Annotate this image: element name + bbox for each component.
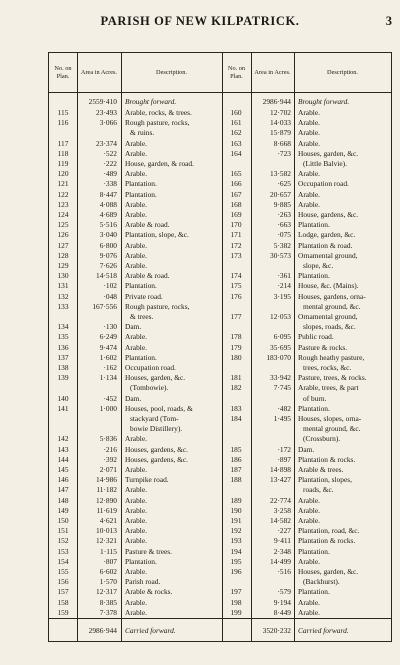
plan-number: 195	[230, 556, 242, 566]
area-acres: 5·836	[99, 434, 117, 444]
plan-number: 166	[230, 179, 242, 189]
plan-number: 149	[57, 505, 69, 515]
description: Plantation, slope, &c.	[125, 230, 189, 240]
area-acres: 1·134	[99, 373, 117, 383]
area-acres: 12·317	[96, 587, 117, 597]
area-acres: 20·657	[270, 189, 291, 199]
description: Arable.	[125, 169, 147, 179]
description: (Backhurst).	[303, 577, 340, 587]
plan-number: 129	[57, 261, 69, 270]
plan-number: 139	[57, 373, 69, 383]
area-acres: 3·040	[99, 230, 117, 240]
page-title: PARISH OF NEW KILPATRICK.	[100, 14, 300, 28]
plan-number: 189	[230, 495, 242, 505]
area-acres: 23·374	[96, 138, 117, 148]
brought-forward-area-right: 2986·944	[262, 97, 291, 106]
description: Houses, gardens, orna-	[298, 291, 366, 301]
plan-number: 115	[57, 108, 69, 117]
description: Arable.	[125, 210, 147, 219]
description: Plantation, road, &c.	[298, 526, 360, 536]
carried-forward-area-right: 3520·232	[262, 626, 291, 635]
area-acres: 11·182	[96, 485, 117, 495]
description: Arable.	[125, 516, 147, 525]
area-acres: 12·321	[96, 536, 117, 546]
description: Arable & rocks.	[125, 587, 173, 597]
description: Plantation.	[125, 352, 157, 362]
header-area-left: Area in Acres.	[80, 68, 118, 76]
area-acres: 183·070	[266, 352, 291, 362]
area-acres: 1·602	[99, 352, 117, 362]
description: Occupation road.	[125, 363, 176, 372]
area-acres: 4·088	[99, 199, 117, 209]
description: Plantation.	[298, 403, 330, 413]
description: Arable.	[125, 261, 147, 270]
plan-number: 141	[57, 403, 69, 413]
area-acres: 30·573	[270, 250, 291, 260]
plan-number: 150	[57, 516, 69, 525]
description: Pasture, trees, & rocks.	[298, 373, 367, 383]
area-acres: 11·619	[96, 505, 117, 515]
description: Rough heathy pasture,	[298, 352, 365, 362]
area-acres: 1·570	[99, 577, 117, 587]
description: Turnpike road.	[125, 475, 169, 485]
description: Arable.	[125, 597, 147, 607]
area-acres: 14·898	[270, 465, 291, 474]
description: Arable.	[298, 495, 320, 505]
area-acres: 5·382	[273, 240, 291, 250]
plan-number: 143	[57, 444, 69, 454]
description: mental ground, &c.	[303, 424, 361, 434]
description: Arable.	[298, 556, 320, 566]
description: Arable, trees, & part	[298, 383, 359, 393]
plan-number: 181	[230, 373, 242, 383]
description: Arable.	[298, 505, 320, 515]
header-description-left: Description.	[156, 68, 187, 76]
plan-number: 192	[230, 526, 242, 536]
plan-number: 127	[57, 240, 69, 250]
description: Plantation.	[298, 220, 330, 230]
description: Plantation & road.	[298, 240, 353, 250]
area-acres: 13·427	[270, 475, 291, 485]
description: Arable.	[125, 485, 147, 495]
area-acres: ·897	[277, 454, 291, 464]
area-acres: 14·499	[270, 556, 291, 566]
area-acres: 23·493	[96, 108, 117, 117]
description: slopes, roads, &c.	[303, 322, 356, 332]
plan-number: 187	[230, 465, 242, 474]
description: Arable.	[298, 169, 320, 179]
plan-number: 190	[230, 505, 242, 515]
plan-number: 184	[230, 414, 242, 423]
plan-number: 172	[230, 240, 242, 250]
plan-number: 147	[57, 485, 69, 495]
description: Private road.	[125, 291, 163, 301]
plan-number: 124	[57, 210, 69, 219]
area-acres: 9·194	[273, 597, 291, 607]
area-acres: 9·076	[99, 250, 117, 260]
plan-number: 120	[57, 169, 69, 179]
header-description-right: Description.	[327, 68, 358, 76]
area-acres: ·663	[277, 220, 291, 230]
plan-number: 132	[57, 291, 69, 301]
plan-number: 157	[57, 587, 69, 597]
plan-number: 165	[230, 169, 242, 179]
description: Plantation.	[125, 179, 157, 189]
plan-number: 116	[57, 118, 69, 128]
description: Dam.	[125, 322, 142, 332]
description: Arable.	[125, 495, 147, 505]
plan-number: 137	[57, 352, 69, 362]
description: Houses, pool, roads, &	[125, 403, 193, 413]
plan-number: 182	[230, 383, 242, 393]
plan-number: 177	[230, 312, 242, 321]
area-acres: ·216	[103, 444, 117, 454]
description: (Crossburn).	[303, 434, 341, 444]
plan-number: 119	[57, 159, 69, 168]
plan-number: 118	[57, 148, 69, 158]
description: Arable.	[125, 138, 147, 148]
carried-forward-area-left: 2986·944	[88, 626, 117, 635]
area-acres: 8·449	[273, 607, 291, 617]
plan-number: 179	[230, 342, 242, 352]
plan-number: 123	[57, 199, 69, 209]
area-acres: 6·800	[99, 240, 117, 250]
description: Arable.	[125, 332, 147, 342]
plan-number: 183	[230, 403, 242, 413]
brought-forward-area-left: 2559·410	[88, 97, 117, 106]
description: stackyard (Tom-	[130, 414, 179, 423]
description: Lodge, garden, &c.	[298, 230, 356, 240]
plan-number: 154	[57, 556, 69, 566]
area-acres: ·723	[277, 148, 291, 158]
description: Houses, gardens, &c.	[125, 444, 189, 454]
area-acres: 12·702	[270, 108, 291, 117]
description: Arable.	[298, 516, 320, 525]
area-acres: 14·518	[96, 271, 117, 281]
description: House, &c. (Mains).	[298, 281, 359, 291]
plan-number: 128	[57, 250, 69, 260]
description: Arable.	[125, 342, 147, 352]
plan-number: 176	[230, 291, 242, 301]
description: Arable.	[125, 240, 147, 250]
description: slope, &c.	[303, 261, 334, 270]
area-acres: ·489	[103, 169, 117, 179]
description: Houses, gardens, &c.	[125, 454, 189, 464]
description: Plantation & rocks.	[298, 454, 356, 464]
description: Arable.	[298, 108, 320, 117]
plan-number: 136	[57, 342, 69, 352]
area-acres: ·361	[277, 271, 291, 281]
area-acres: ·625	[277, 179, 291, 189]
plan-number: 125	[57, 220, 69, 230]
plan-number: 188	[230, 475, 242, 485]
plan-number: 161	[230, 118, 242, 128]
plan-number: 117	[57, 138, 69, 148]
description: Arable.	[125, 505, 147, 515]
area-acres: 7·745	[273, 383, 291, 393]
description: (Tombowie).	[130, 383, 169, 393]
area-acres: 3·066	[99, 118, 117, 128]
description: Arable, rocks, & trees.	[125, 108, 192, 117]
plan-number: 168	[230, 199, 242, 209]
plan-number: 196	[230, 567, 242, 576]
description: Occupation road.	[298, 179, 349, 189]
area-acres: 2·348	[273, 546, 291, 556]
area-acres: 2·071	[99, 465, 117, 474]
header-no-on-plan-right: No. on Plan.	[227, 64, 246, 80]
area-acres: 22·774	[270, 495, 291, 505]
plan-number: 134	[57, 322, 69, 332]
plan-number: 175	[230, 281, 242, 291]
description: Houses, garden, &c.	[125, 373, 186, 383]
description: (Little Balvie).	[303, 159, 347, 168]
description: House, garden, & road.	[125, 159, 194, 168]
area-acres: 6·095	[273, 332, 291, 342]
plan-number: 169	[230, 210, 242, 219]
description: Arable.	[298, 138, 320, 148]
plan-number: 155	[57, 567, 69, 576]
description: Plantation.	[125, 281, 157, 291]
area-acres: 1·495	[273, 414, 291, 423]
brought-forward-label-left: Brought forward.	[125, 97, 177, 106]
description: trees, rocks, &c.	[303, 363, 352, 372]
plan-number: 158	[57, 597, 69, 607]
plan-number: 131	[57, 281, 69, 291]
area-acres: 167·556	[92, 301, 117, 311]
right-table-body	[49, 53, 391, 641]
plan-number: 197	[230, 587, 242, 597]
area-acres: ·102	[103, 281, 117, 291]
description: Arable.	[125, 199, 147, 209]
header-no-on-plan-left: No. on Plan.	[54, 64, 72, 80]
description: & trees.	[130, 312, 154, 321]
description: Houses, slopes, orna-	[298, 414, 362, 423]
plan-number: 148	[57, 495, 69, 505]
area-acres: ·048	[103, 291, 117, 301]
description: Arable.	[298, 189, 320, 199]
plan-number: 121	[57, 179, 69, 189]
plan-number: 164	[230, 148, 242, 158]
plan-number: 159	[57, 607, 69, 617]
description: Dam.	[298, 444, 315, 454]
area-acres: 7·378	[99, 607, 117, 617]
description: Houses, garden, &c.	[298, 148, 359, 158]
description: Plantation.	[298, 546, 330, 556]
area-acres: 9·885	[273, 199, 291, 209]
area-acres: 33·942	[270, 373, 291, 383]
area-acres: ·338	[103, 179, 117, 189]
plan-number: 198	[230, 597, 242, 607]
description: Ornamental ground,	[298, 250, 358, 260]
description: Arable.	[298, 118, 320, 128]
description: Plantation.	[125, 556, 157, 566]
description: Plantation & rocks.	[298, 536, 356, 546]
plan-number: 122	[57, 189, 69, 199]
area-acres: 14·582	[270, 516, 291, 525]
description: Plantation, slopes,	[298, 475, 352, 485]
description: Houses, garden, &c.	[298, 567, 359, 576]
description: Public road.	[298, 332, 334, 342]
area-acres: 10·013	[96, 526, 117, 536]
area-acres: 12·053	[270, 312, 291, 321]
area-acres: 12·890	[96, 495, 117, 505]
description: Arable.	[298, 199, 320, 209]
description: roads, &c.	[303, 485, 334, 495]
area-acres: ·392	[103, 454, 117, 464]
plan-number: 167	[230, 189, 242, 199]
description: mental ground, &c.	[303, 301, 361, 311]
area-acres: 3·258	[273, 505, 291, 515]
description: Dam.	[125, 393, 142, 403]
description: Arable.	[298, 607, 320, 617]
area-acres: 3·195	[273, 291, 291, 301]
plan-number: 146	[57, 475, 69, 485]
area-acres: 8·668	[273, 138, 291, 148]
area-acres: 4·689	[99, 210, 117, 219]
description: Arable & road.	[125, 220, 170, 230]
parish-table	[48, 52, 392, 642]
brought-forward-label-right: Brought forward.	[298, 97, 350, 106]
area-acres: 15·879	[270, 128, 291, 138]
header-area-right: Area in Acres.	[254, 68, 291, 76]
area-acres: 6·249	[99, 332, 117, 342]
area-acres: 1·000	[99, 403, 117, 413]
description: Arable & road.	[125, 271, 170, 281]
page-header	[0, 12, 400, 32]
area-acres: ·482	[277, 403, 291, 413]
area-acres: 8·447	[99, 189, 117, 199]
description: Arable.	[298, 597, 320, 607]
plan-number: 160	[230, 108, 242, 117]
area-acres: 14·033	[270, 118, 291, 128]
area-acres: 35·695	[270, 342, 291, 352]
description: Arable.	[125, 607, 147, 617]
area-acres: ·130	[103, 322, 117, 332]
area-acres: 8·385	[99, 597, 117, 607]
plan-number: 142	[57, 434, 69, 444]
area-acres: ·227	[277, 526, 291, 536]
area-acres: ·214	[277, 281, 291, 291]
area-acres: 9·474	[99, 342, 117, 352]
description: Arable.	[125, 434, 147, 444]
plan-number: 135	[57, 332, 69, 342]
plan-number: 153	[57, 546, 69, 556]
description: bowie Distillery).	[130, 424, 183, 434]
area-acres: ·263	[277, 210, 291, 219]
plan-number: 138	[57, 363, 69, 372]
description: Ornamental ground,	[298, 312, 358, 321]
description: of burn.	[303, 393, 327, 403]
page-number: 3	[385, 14, 392, 28]
description: Plantation.	[298, 587, 330, 597]
area-acres: 13·582	[270, 169, 291, 179]
description: Rough pasture, rocks,	[125, 301, 190, 311]
area-acres: ·522	[103, 148, 117, 158]
description: Rough pasture, rocks,	[125, 118, 190, 128]
carried-forward-label-left: Carried forward.	[125, 626, 176, 635]
description: Pasture & rocks.	[298, 342, 348, 352]
plan-number: 163	[230, 138, 242, 148]
plan-number: 191	[230, 516, 242, 525]
plan-number: 174	[230, 271, 242, 281]
plan-number: 145	[57, 465, 69, 474]
area-acres: 6·602	[99, 567, 117, 576]
plan-number: 171	[230, 230, 242, 240]
description: Arable.	[125, 567, 147, 576]
plan-number: 194	[230, 546, 242, 556]
carried-forward-label-right: Carried forward.	[298, 626, 349, 635]
plan-number: 180	[230, 352, 242, 362]
table-footer	[49, 618, 391, 642]
plan-number: 173	[230, 250, 242, 260]
description: Arable & trees.	[298, 465, 344, 474]
area-acres: 14·986	[96, 475, 117, 485]
plan-number: 156	[57, 577, 69, 587]
plan-number: 199	[230, 607, 242, 617]
area-acres: 5·516	[99, 220, 117, 230]
plan-number: 185	[230, 444, 242, 454]
description: Arable.	[125, 250, 147, 260]
description: Pasture & trees.	[125, 546, 172, 556]
plan-number: 126	[57, 230, 69, 240]
area-acres: ·172	[277, 444, 291, 454]
description: Parish road.	[125, 577, 161, 587]
area-acres: ·516	[277, 567, 291, 576]
area-acres: ·579	[277, 587, 291, 597]
plan-number: 133	[57, 301, 69, 311]
area-acres: 7·626	[99, 261, 117, 270]
description: & ruins.	[130, 128, 155, 138]
description: Arable.	[125, 465, 147, 474]
area-acres: 4·621	[99, 516, 117, 525]
plan-number: 186	[230, 454, 242, 464]
description: Arable.	[125, 536, 147, 546]
plan-number: 144	[57, 454, 69, 464]
description: Arable.	[298, 128, 320, 138]
area-acres: 9·411	[274, 536, 291, 546]
plan-number: 130	[57, 271, 69, 281]
description: House, gardens, &c.	[298, 210, 359, 219]
description: Arable.	[125, 526, 147, 536]
area-acres: ·452	[103, 393, 117, 403]
description: Plantation.	[298, 271, 330, 281]
plan-number: 178	[230, 332, 242, 342]
plan-number: 152	[57, 536, 69, 546]
plan-number: 162	[230, 128, 242, 138]
description: Plantation.	[125, 189, 157, 199]
area-acres: ·162	[103, 363, 117, 372]
area-acres: ·075	[277, 230, 291, 240]
plan-number: 140	[57, 393, 69, 403]
plan-number: 151	[57, 526, 69, 536]
area-acres: ·807	[103, 556, 117, 566]
area-acres: 1·115	[100, 546, 117, 556]
plan-number: 193	[230, 536, 242, 546]
area-acres: ·222	[103, 159, 117, 168]
plan-number: 170	[230, 220, 242, 230]
description: Arable.	[125, 148, 147, 158]
